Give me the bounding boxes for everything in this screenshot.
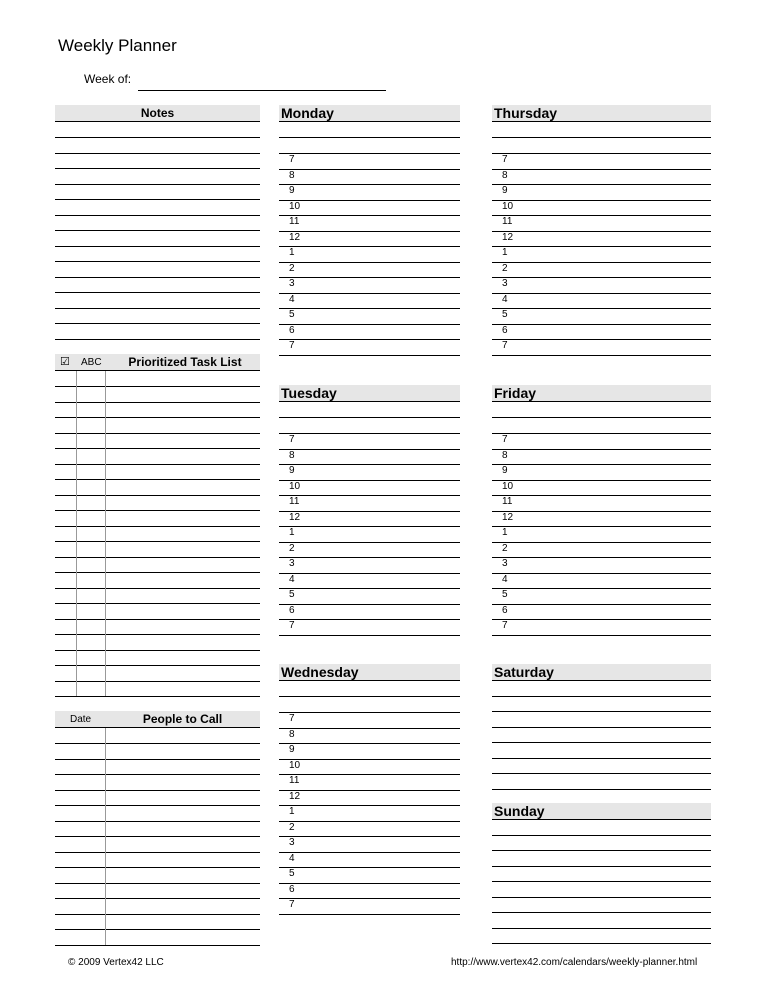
hour-label: 5	[289, 309, 295, 320]
hour-line[interactable]	[279, 339, 460, 340]
people-row-line[interactable]	[55, 774, 260, 775]
day-line[interactable]	[492, 866, 711, 867]
hour-line[interactable]	[279, 852, 460, 853]
people-date-divider	[105, 728, 106, 945]
hour-line[interactable]	[279, 355, 460, 356]
hour-label: 9	[502, 465, 508, 476]
people-row-line[interactable]	[55, 836, 260, 837]
hour-label: 11	[502, 496, 513, 507]
hour-line[interactable]	[492, 277, 711, 278]
hour-label: 6	[289, 605, 295, 616]
notes-line[interactable]	[55, 308, 260, 309]
hour-line[interactable]	[279, 511, 460, 512]
day-line[interactable]	[279, 137, 460, 138]
task-row-line[interactable]	[55, 665, 260, 666]
hour-line[interactable]	[279, 200, 460, 201]
copyright-text: © 2009 Vertex42 LLC	[68, 957, 164, 968]
task-row-line[interactable]	[55, 619, 260, 620]
hour-line[interactable]	[492, 324, 711, 325]
hour-line[interactable]	[492, 449, 711, 450]
day-line[interactable]	[492, 758, 711, 759]
task-row-line[interactable]	[55, 464, 260, 465]
day-line[interactable]	[492, 835, 711, 836]
hour-line[interactable]	[492, 511, 711, 512]
hour-line[interactable]	[279, 867, 460, 868]
hour-line[interactable]	[279, 324, 460, 325]
hour-label: 2	[289, 263, 295, 274]
day-line[interactable]	[279, 712, 460, 713]
hour-label: 7	[289, 434, 295, 445]
hour-label: 7	[289, 899, 295, 910]
hour-line[interactable]	[492, 588, 711, 589]
day-title-wednesday: Wednesday	[281, 664, 359, 680]
people-row-line[interactable]	[55, 883, 260, 884]
hour-label: 10	[289, 760, 301, 771]
hour-line[interactable]	[279, 231, 460, 232]
hour-line[interactable]	[279, 449, 460, 450]
hour-label: 11	[289, 216, 300, 227]
hour-line[interactable]	[492, 215, 711, 216]
notes-line[interactable]	[55, 184, 260, 185]
task-check-column-divider	[76, 371, 77, 696]
hour-line[interactable]	[279, 883, 460, 884]
day-line[interactable]	[492, 943, 711, 944]
date-column-label: Date	[70, 714, 92, 725]
day-line[interactable]	[492, 897, 711, 898]
footer-url[interactable]: http://www.vertex42.com/calendars/weekly-planner.html	[451, 957, 698, 968]
hour-line[interactable]	[492, 293, 711, 294]
task-row-line[interactable]	[55, 588, 260, 589]
task-row-line[interactable]	[55, 557, 260, 558]
hour-label: 5	[502, 309, 508, 320]
checkbox-icon: ☑	[60, 356, 70, 368]
people-row-line[interactable]	[55, 867, 260, 868]
day-line[interactable]	[492, 417, 711, 418]
hour-label: 8	[289, 450, 295, 461]
task-row-line[interactable]	[55, 526, 260, 527]
people-row-line[interactable]	[55, 898, 260, 899]
page-title: Weekly Planner	[58, 36, 177, 55]
notes-line[interactable]	[55, 323, 260, 324]
hour-label: 7	[289, 340, 295, 351]
day-line[interactable]	[492, 789, 711, 790]
hour-label: 9	[289, 744, 295, 755]
hour-line[interactable]	[492, 339, 711, 340]
hour-line[interactable]	[492, 308, 711, 309]
notes-line[interactable]	[55, 277, 260, 278]
notes-line[interactable]	[55, 215, 260, 216]
hour-line[interactable]	[492, 495, 711, 496]
day-line[interactable]	[492, 742, 711, 743]
task-row-line[interactable]	[55, 541, 260, 542]
hour-line[interactable]	[279, 790, 460, 791]
hour-label: 1	[289, 806, 295, 817]
day-title-tuesday: Tuesday	[281, 385, 337, 401]
hour-line[interactable]	[279, 308, 460, 309]
hour-label: 7	[289, 620, 295, 631]
hour-label: 5	[502, 589, 508, 600]
hour-line[interactable]	[279, 743, 460, 744]
hour-label: 3	[502, 278, 508, 289]
notes-line[interactable]	[55, 153, 260, 154]
task-list-heading: Prioritized Task List	[128, 355, 242, 369]
hour-line[interactable]	[492, 480, 711, 481]
notes-line[interactable]	[55, 339, 260, 340]
hour-label: 7	[502, 434, 508, 445]
hour-label: 12	[502, 232, 514, 243]
hour-line[interactable]	[279, 277, 460, 278]
hour-label: 10	[502, 201, 514, 212]
day-line[interactable]	[279, 696, 460, 697]
hour-label: 7	[289, 713, 295, 724]
hour-label: 5	[289, 589, 295, 600]
notes-line[interactable]	[55, 292, 260, 293]
day-line[interactable]	[492, 696, 711, 697]
notes-heading: Notes	[140, 106, 175, 120]
hour-label: 7	[502, 154, 508, 165]
hour-label: 4	[289, 853, 295, 864]
hour-label: 2	[502, 543, 508, 554]
hour-line[interactable]	[279, 169, 460, 170]
hour-line[interactable]	[492, 200, 711, 201]
task-row-line[interactable]	[55, 510, 260, 511]
day-line[interactable]	[492, 850, 711, 851]
hour-line[interactable]	[492, 355, 711, 356]
hour-line[interactable]	[279, 573, 460, 574]
task-row-line[interactable]	[55, 603, 260, 604]
hour-line[interactable]	[279, 619, 460, 620]
hour-line[interactable]	[492, 635, 711, 636]
task-row-line[interactable]	[55, 681, 260, 682]
hour-label: 1	[502, 247, 508, 258]
hour-label: 3	[502, 558, 508, 569]
hour-line[interactable]	[492, 557, 711, 558]
day-title-thursday: Thursday	[494, 105, 558, 121]
task-row-line[interactable]	[55, 634, 260, 635]
hour-line[interactable]	[279, 480, 460, 481]
hour-label: 6	[502, 325, 508, 336]
hour-line[interactable]	[492, 262, 711, 263]
task-row-line[interactable]	[55, 386, 260, 387]
hour-label: 10	[289, 201, 301, 212]
task-row-line[interactable]	[55, 696, 260, 697]
notes-line[interactable]	[55, 230, 260, 231]
people-row-line[interactable]	[55, 759, 260, 760]
hour-line[interactable]	[279, 557, 460, 558]
hour-label: 9	[289, 465, 295, 476]
hour-line[interactable]	[279, 262, 460, 263]
hour-line[interactable]	[279, 542, 460, 543]
notes-line[interactable]	[55, 261, 260, 262]
day-line[interactable]	[492, 433, 711, 434]
hour-label: 8	[289, 170, 295, 181]
hour-label: 9	[289, 185, 295, 196]
hour-label: 11	[289, 775, 300, 786]
hour-label: 7	[289, 154, 295, 165]
abc-label: ABC	[81, 357, 102, 368]
hour-label: 8	[289, 729, 295, 740]
task-row-line[interactable]	[55, 433, 260, 434]
day-line[interactable]	[492, 137, 711, 138]
hour-label: 8	[502, 170, 508, 181]
day-line[interactable]	[279, 433, 460, 434]
hour-label: 6	[289, 325, 295, 336]
hour-label: 5	[289, 868, 295, 879]
week-of-label: Week of:	[84, 72, 132, 86]
hour-label: 2	[289, 543, 295, 554]
day-line[interactable]	[492, 881, 711, 882]
day-line[interactable]	[492, 153, 711, 154]
hour-line[interactable]	[279, 914, 460, 915]
task-row-line[interactable]	[55, 417, 260, 418]
day-line[interactable]	[492, 727, 711, 728]
task-row-line[interactable]	[55, 495, 260, 496]
hour-line[interactable]	[279, 728, 460, 729]
hour-label: 2	[289, 822, 295, 833]
hour-line[interactable]	[492, 464, 711, 465]
hour-label: 4	[289, 294, 295, 305]
hour-line[interactable]	[279, 821, 460, 822]
people-row-line[interactable]	[55, 743, 260, 744]
hour-line[interactable]	[279, 635, 460, 636]
notes-line[interactable]	[55, 137, 260, 138]
hour-line[interactable]	[279, 805, 460, 806]
hour-line[interactable]	[279, 293, 460, 294]
hour-line[interactable]	[492, 526, 711, 527]
people-row-line[interactable]	[55, 852, 260, 853]
people-row-line[interactable]	[55, 929, 260, 930]
hour-line[interactable]	[492, 573, 711, 574]
task-row-line[interactable]	[55, 572, 260, 573]
people-row-line[interactable]	[55, 914, 260, 915]
hour-label: 7	[502, 340, 508, 351]
hour-line[interactable]	[279, 759, 460, 760]
hour-label: 3	[289, 558, 295, 569]
notes-line[interactable]	[55, 246, 260, 247]
hour-line[interactable]	[279, 246, 460, 247]
day-title-sunday: Sunday	[494, 803, 545, 819]
day-line[interactable]	[492, 912, 711, 913]
people-row-line[interactable]	[55, 790, 260, 791]
hour-label: 3	[289, 278, 295, 289]
task-row-line[interactable]	[55, 402, 260, 403]
day-line[interactable]	[492, 928, 711, 929]
hour-line[interactable]	[279, 898, 460, 899]
day-title-monday: Monday	[281, 105, 334, 121]
hour-label: 10	[289, 481, 301, 492]
day-line[interactable]	[492, 773, 711, 774]
hour-line[interactable]	[279, 604, 460, 605]
day-title-saturday: Saturday	[494, 664, 554, 680]
hour-label: 2	[502, 263, 508, 274]
hour-label: 3	[289, 837, 295, 848]
hour-label: 4	[289, 574, 295, 585]
hour-label: 12	[289, 232, 301, 243]
hour-line[interactable]	[279, 495, 460, 496]
hour-line[interactable]	[279, 588, 460, 589]
hour-line[interactable]	[492, 246, 711, 247]
task-row-line[interactable]	[55, 479, 260, 480]
hour-line[interactable]	[492, 604, 711, 605]
hour-label: 4	[502, 294, 508, 305]
hour-label: 11	[289, 496, 300, 507]
hour-label: 4	[502, 574, 508, 585]
notes-line[interactable]	[55, 199, 260, 200]
hour-line[interactable]	[279, 774, 460, 775]
week-of-field[interactable]	[138, 90, 386, 91]
hour-label: 7	[502, 620, 508, 631]
task-row-line[interactable]	[55, 650, 260, 651]
hour-label: 10	[502, 481, 514, 492]
hour-label: 9	[502, 185, 508, 196]
hour-line[interactable]	[492, 169, 711, 170]
task-priority-column-divider	[105, 371, 106, 696]
hour-label: 1	[289, 247, 295, 258]
people-row-line[interactable]	[55, 945, 260, 946]
hour-line[interactable]	[279, 184, 460, 185]
hour-line[interactable]	[279, 215, 460, 216]
people-row-line[interactable]	[55, 805, 260, 806]
hour-label: 8	[502, 450, 508, 461]
hour-label: 12	[502, 512, 514, 523]
day-line[interactable]	[279, 153, 460, 154]
hour-label: 6	[502, 605, 508, 616]
hour-line[interactable]	[492, 619, 711, 620]
hour-label: 1	[502, 527, 508, 538]
people-heading: People to Call	[142, 712, 223, 726]
hour-label: 12	[289, 791, 301, 802]
hour-line[interactable]	[279, 464, 460, 465]
hour-label: 11	[502, 216, 513, 227]
task-row-line[interactable]	[55, 448, 260, 449]
hour-line[interactable]	[279, 836, 460, 837]
notes-line[interactable]	[55, 168, 260, 169]
day-line[interactable]	[492, 711, 711, 712]
people-row-line[interactable]	[55, 821, 260, 822]
day-title-friday: Friday	[494, 385, 537, 401]
hour-label: 6	[289, 884, 295, 895]
hour-line[interactable]	[492, 542, 711, 543]
hour-line[interactable]	[492, 184, 711, 185]
hour-line[interactable]	[492, 231, 711, 232]
hour-line[interactable]	[279, 526, 460, 527]
day-line[interactable]	[279, 417, 460, 418]
hour-label: 1	[289, 527, 295, 538]
hour-label: 12	[289, 512, 301, 523]
